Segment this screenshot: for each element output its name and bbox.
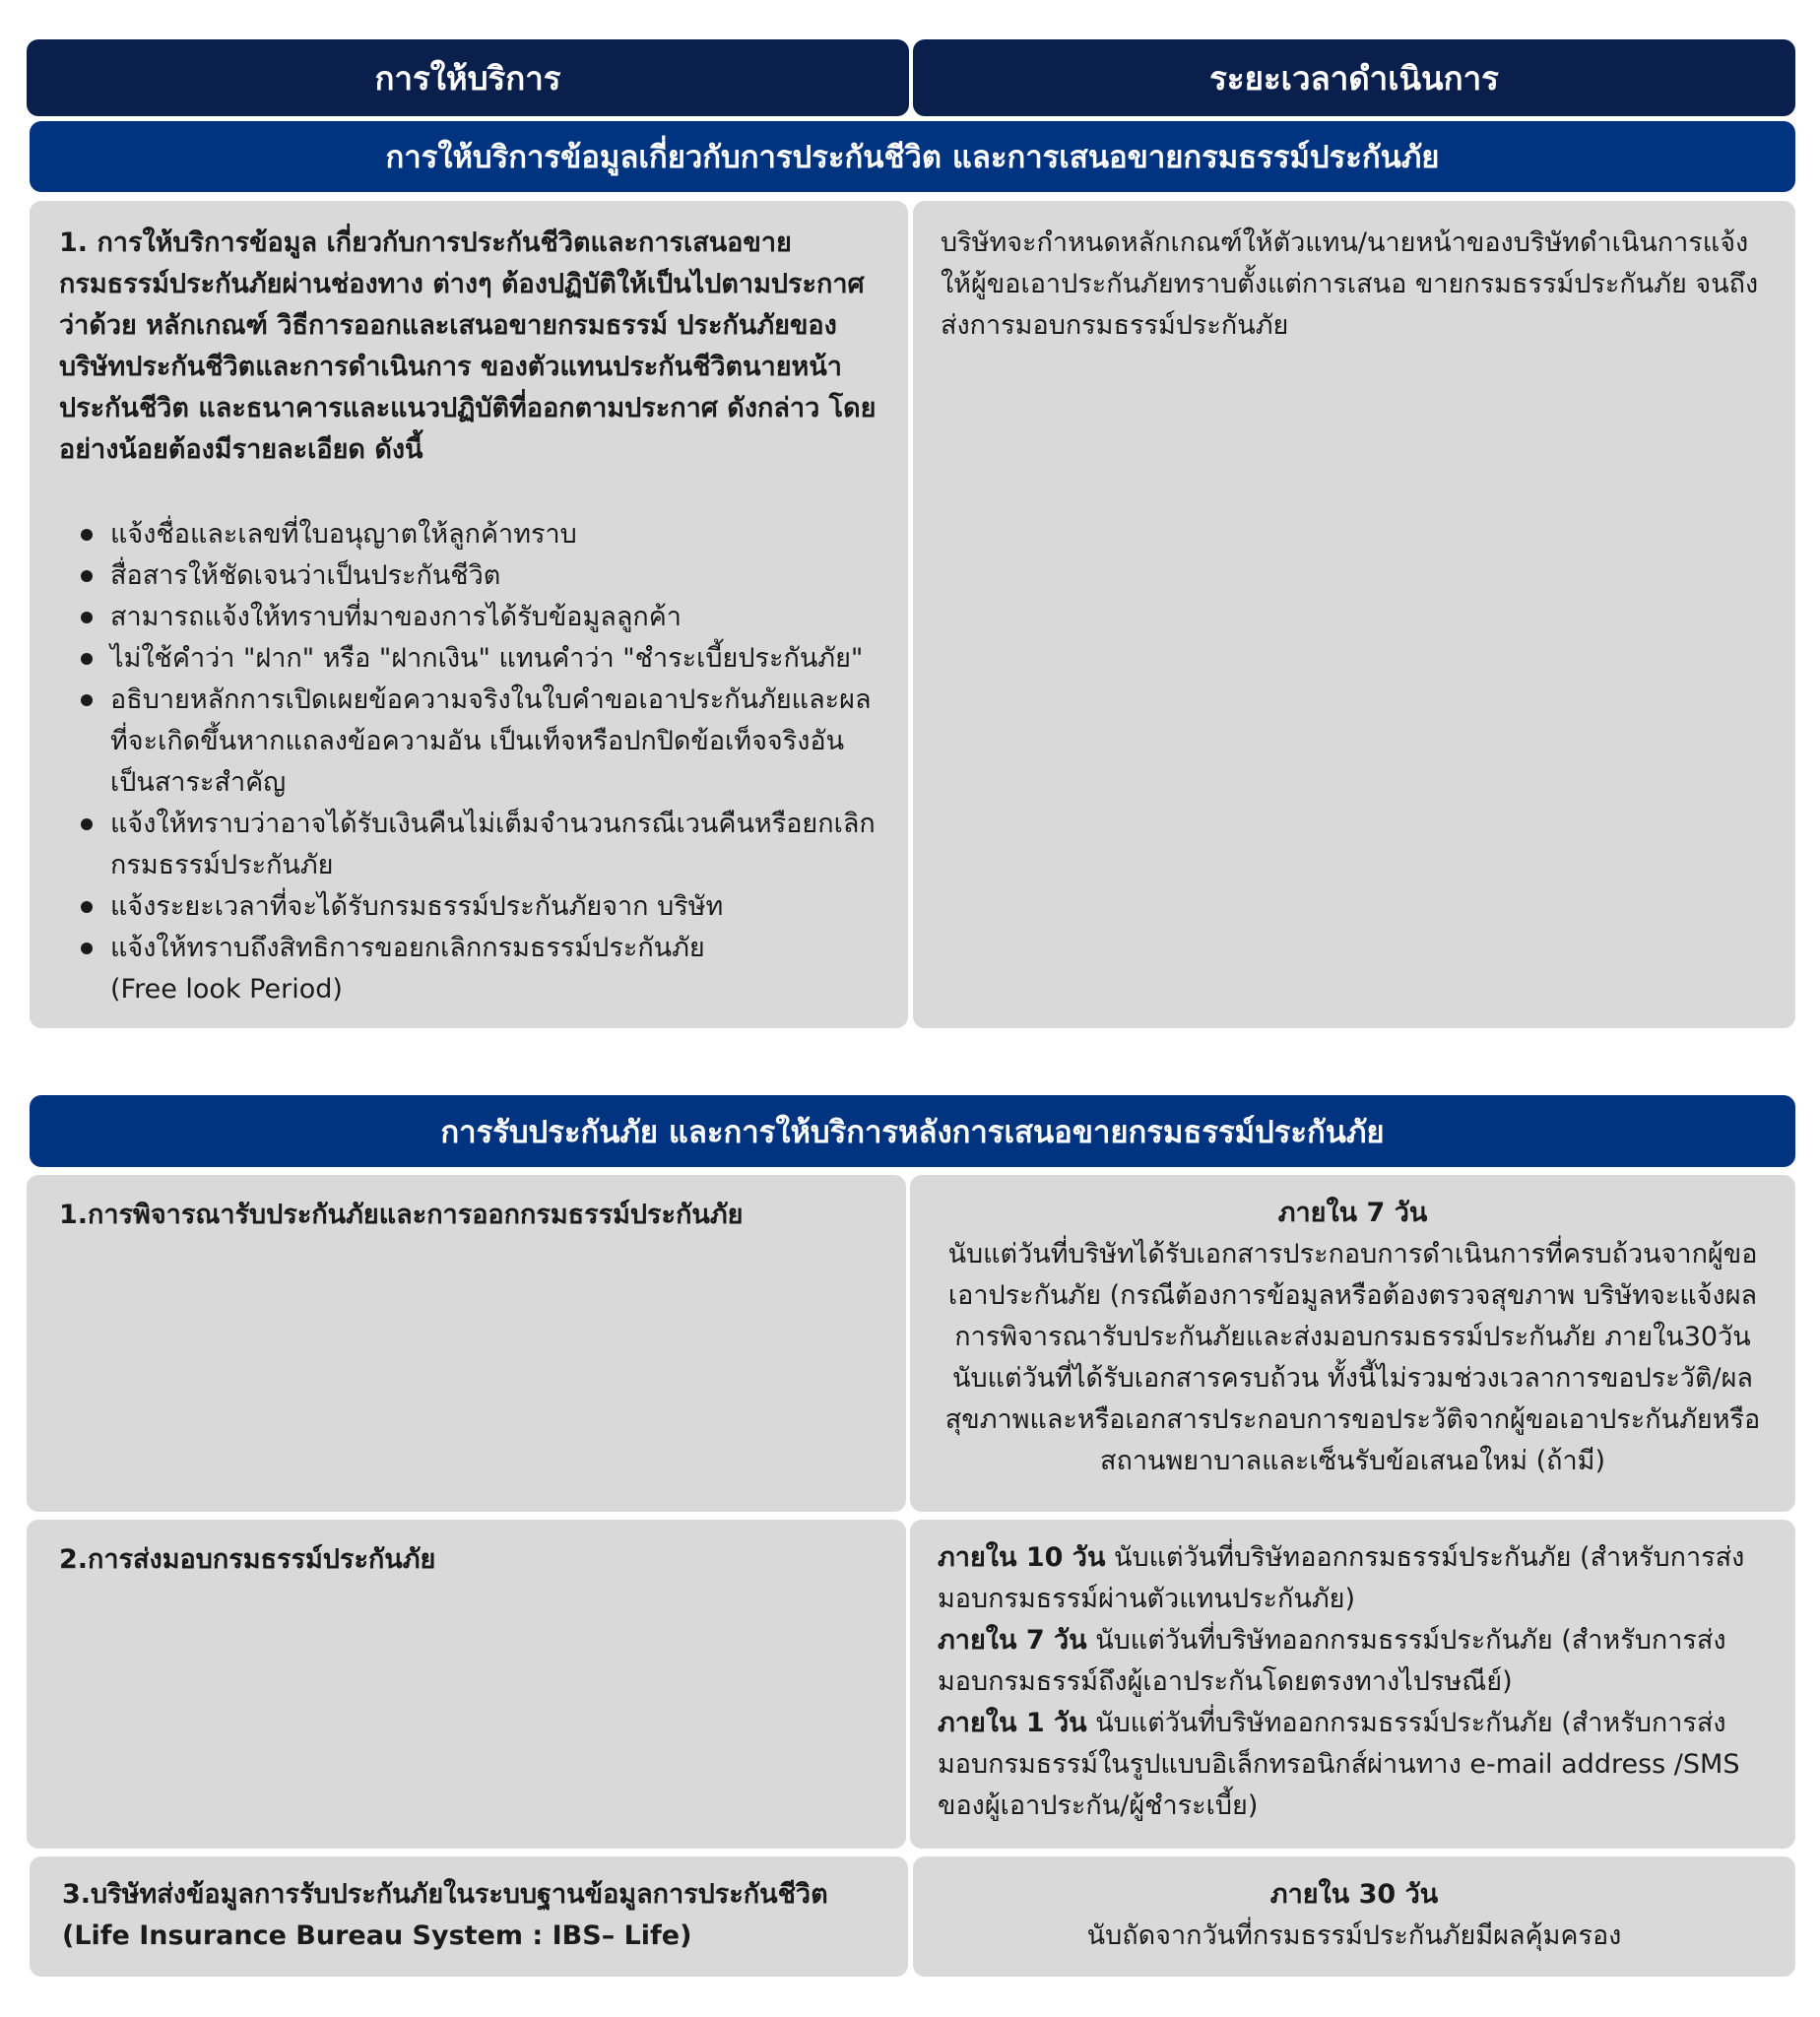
delivery-agent-body: นับแต่วันที่บริษัทออกกรมธรรม์ประกันภัย (สำหรับการส่งมอบกรมธรรม์ผ่านตัวแทนประกันภัย): [938, 1542, 1745, 1614]
section1-bullet-list: [59, 514, 886, 969]
section2-title: การรับประกันภัย และการให้บริการหลังการเสนอขายกรมธรรม์ประกันภัย: [440, 1114, 1385, 1150]
column-header-duration: [913, 39, 1795, 116]
list-item: สามารถแจ้งให้ทราบที่มาของการได้รับข้อมูลลูกค้า: [59, 597, 886, 638]
delivery-post-body: นับแต่วันที่บริษัทออกกรมธรรม์ประกันภัย (สำหรับการส่งมอบกรมธรรม์ถึงผู้เอาประกันโดยตรงทางไปรษณีย์): [938, 1625, 1726, 1697]
section2-item1-duration-head: ภายใน 7 วัน: [1277, 1198, 1428, 1228]
section2-row3-service-cell: [30, 1856, 908, 1977]
section2-item3-title-line2: (Life Insurance Bureau System : IBS– Life): [62, 1920, 692, 1951]
section1-item1-title: 1. การให้บริการข้อมูล เกี่ยวกับการประกันชีวิตและการเสนอขายกรมธรรม์ประกันภัยผ่านช่องทาง ต่างๆ ต้องปฏิบัติให้เป็นไปตามประกาศว่าด้วย หลักเกณฑ์ วิธีการออกและเสนอขายกรมธรรม์ ประกันภัยของบริษัทประกันชีวิตและการดำเนินการ ของตัวแทนประกันชีวิตนายหน้าประกันชีวิต และธนาคารและแนวปฏิบัติที่ออกตามประกาศ ดังกล่าว โดยอย่างน้อยต้องมีรายละเอียด ดังนี้: [59, 228, 877, 465]
section2-row1-duration-cell: [910, 1175, 1795, 1512]
delivery-electronic-head: ภายใน 1 วัน: [938, 1708, 1087, 1738]
column-header-service-label: การให้บริการ: [374, 58, 561, 98]
section1-item1-duration: บริษัทจะกำหนดหลักเกณฑ์ให้ตัวแทน/นายหน้าของบริษัทดำเนินการแจ้งให้ผู้ขอเอาประกันภัยทราบตั้งแต่การเสนอ ขายกรมธรรม์ประกันภัย จนถึงส่งการมอบกรมธรรม์ประกันภัย: [941, 228, 1759, 341]
delivery-post-line: [938, 1620, 1766, 1703]
list-item: แจ้งระยะเวลาที่จะได้รับกรมธรรม์ประกันภัยจาก บริษัท: [59, 886, 886, 928]
section2-row2-duration-cell: [910, 1520, 1795, 1849]
delivery-electronic-line: [938, 1703, 1766, 1827]
delivery-post-head: ภายใน 7 วัน: [938, 1625, 1087, 1656]
section2-item3-duration-body: นับถัดจากวันที่กรมธรรม์ประกันภัยมีผลคุ้มครอง: [1086, 1920, 1622, 1951]
column-header-service: [27, 39, 909, 116]
section2-item3-duration-head: ภายใน 30 วัน: [1269, 1879, 1439, 1910]
list-item: สื่อสารให้ชัดเจนว่าเป็นประกันชีวิต: [59, 555, 886, 597]
section2-row3-duration-cell: [913, 1856, 1795, 1977]
section1-service-cell: [30, 201, 908, 1028]
section2-title-bar: [30, 1095, 1795, 1167]
delivery-electronic-body: นับแต่วันที่บริษัทออกกรมธรรม์ประกันภัย (สำหรับการส่งมอบกรมธรรม์ในรูปแบบอิเล็กทรอนิกส์ผ่านทาง e-mail address /SMS ของผู้เอาประกัน/ผู้ชำระเบี้ย): [938, 1708, 1740, 1821]
section2-item2-title: 2.การส่งมอบกรมธรรม์ประกันภัย: [59, 1544, 436, 1575]
section2-item1-duration-body: นับแต่วันที่บริษัทได้รับเอกสารประกอบการดำเนินการที่ครบถ้วนจากผู้ขอเอาประกันภัย (กรณีต้องการข้อมูลหรือต้องตรวจสุขภาพ บริษัทจะแจ้งผลการพิจารณารับประกันภัยและส่งมอบกรมธรรม์ประกันภัย ภายใน30วัน นับแต่วันที่ได้รับเอกสารครบถ้วน ทั้งนี้ไม่รวมช่วงเวลาการขอประวัติ/ผลสุขภาพและหรือเอกสารประกอบการขอประวัติจากผู้ขอเอาประกันภัยหรือสถานพยาบาลและเซ็นรับข้อเสนอใหม่ (ถ้ามี): [944, 1239, 1761, 1476]
list-item: แจ้งให้ทราบถึงสิทธิการขอยกเลิกกรมธรรม์ประกันภัย: [59, 928, 886, 969]
section2-row2-service-cell: [27, 1520, 906, 1849]
list-item: แจ้งชื่อและเลขที่ใบอนุญาตให้ลูกค้าทราบ: [59, 514, 886, 555]
list-item: ไม่ใช้คำว่า "ฝาก" หรือ "ฝากเงิน" แทนคำว่า "ชำระเบี้ยประกันภัย": [59, 638, 886, 680]
column-header-duration-label: ระยะเวลาดำเนินการ: [1209, 58, 1499, 98]
list-item: แจ้งให้ทราบว่าอาจได้รับเงินคืนไม่เต็มจำนวนกรณีเวนคืนหรือยกเลิกกรมธรรม์ประกันภัย: [59, 804, 886, 886]
list-item: อธิบายหลักการเปิดเผยข้อความจริงในใบคำขอเอาประกันภัยและผลที่จะเกิดขึ้นหากแถลงข้อความอัน เป็นเท็จหรือปกปิดข้อเท็จจริงอันเป็นสาระสำคัญ: [59, 680, 886, 804]
delivery-agent-line: [938, 1537, 1766, 1620]
free-look-note: (Free look Period): [110, 974, 343, 1005]
section1-duration-cell: [913, 201, 1795, 1028]
section2-row1-service-cell: [27, 1175, 906, 1512]
delivery-agent-head: ภายใน 10 วัน: [938, 1542, 1106, 1573]
section1-title-bar: [30, 121, 1795, 192]
section2-item1-title: 1.การพิจารณารับประกันภัยและการออกกรมธรรม์ประกันภัย: [59, 1200, 744, 1230]
section1-title: การให้บริการข้อมูลเกี่ยวกับการประกันชีวิต และการเสนอขายกรมธรรม์ประกันภัย: [385, 140, 1440, 175]
section2-item3-title-line1: 3.บริษัทส่งข้อมูลการรับประกันภัยในระบบฐานข้อมูลการประกันชีวิต: [62, 1879, 828, 1910]
